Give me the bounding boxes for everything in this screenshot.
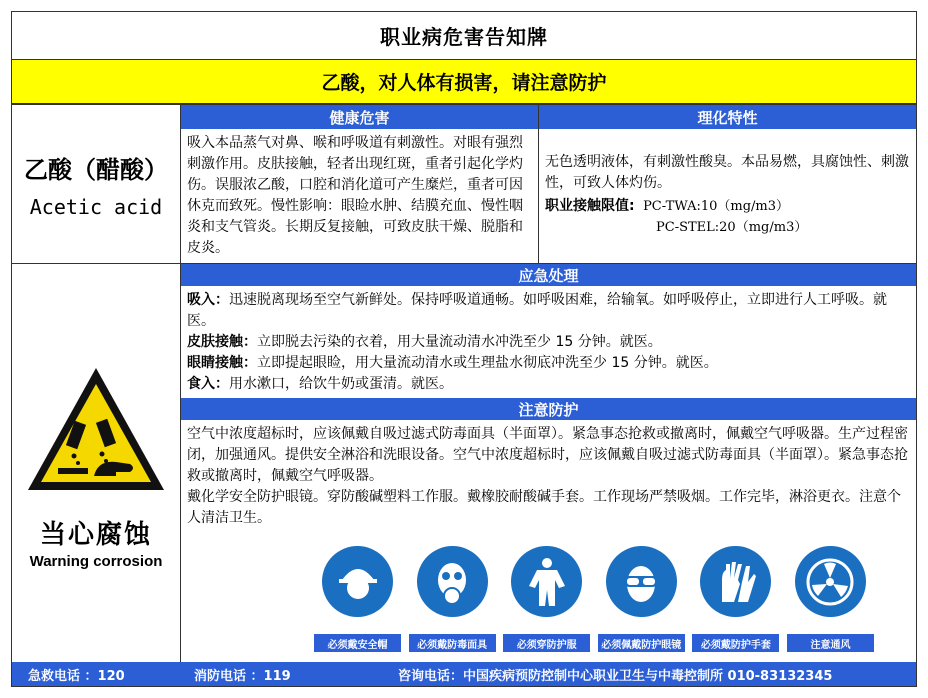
warning-sign-en: Warning corrosion xyxy=(29,553,163,570)
board-title: 职业病危害告知牌 xyxy=(12,12,916,60)
divider xyxy=(538,104,539,264)
hard-hat-icon xyxy=(334,558,382,606)
protection-text: 空气中浓度超标时，应该佩戴自吸过滤式防毒面具（半面罩）。紧急事态抢救或撤离时，佩戴空气呼吸器。生产过程密闭，加强通风。提供安全淋浴和洗眼设备。空气中浓度超标时，应该佩戴自吸过滤式防毒面具（半面罩）。紧急事态抢救或撤离时，佩戴空气呼吸器。 xyxy=(187,426,908,484)
emergency-item-label: 眼睛接触： xyxy=(187,355,257,371)
sign-ventilation xyxy=(787,542,874,652)
emergency-item-text: 立即提起眼睑，用大量流动清水或生理盐水彻底冲洗至少 15 分钟。就医。 xyxy=(257,355,718,371)
corrosion-warning-sign xyxy=(24,364,168,570)
emergency-item xyxy=(187,374,910,395)
emergency-header: 应急处理 xyxy=(181,264,916,286)
exposure-limit-twa: PC-TWA:10（mg/m3） xyxy=(643,199,790,214)
gloves-icon xyxy=(712,558,760,606)
sign-label: 注意通风 xyxy=(787,634,874,652)
protection-text-block xyxy=(181,422,916,534)
health-hazard-text: 吸入本品蒸气对鼻、喉和呼吸道有刺激性。对眼有强烈刺激作用。皮肤接触，轻者出现红斑，重者引起化学灼伤。误服浓乙酸，口腔和消化道可产生糜烂，重者可因休克而致死。慢性影响：眼睑水肿、结膜充血、慢性咽炎和支气管炎。长期反复接触，可致皮肤干燥、脱脂和皮炎。 xyxy=(187,135,523,256)
emergency-item-text: 用水漱口，给饮牛奶或蛋清。就医。 xyxy=(229,376,453,392)
protection-text: 戴化学安全防护眼镜。穿防酸碱塑料工作服。戴橡胶耐酸碱手套。工作现场严禁吸烟。工作完毕，淋浴更衣。注意个人清洁卫生。 xyxy=(187,489,901,526)
emergency-item-label: 吸入： xyxy=(187,292,229,308)
warning-sign-cn: 当心腐蚀 xyxy=(39,520,152,550)
sign-gloves xyxy=(692,542,779,652)
first-aid-phone: 急救电话 ：120 xyxy=(28,669,125,684)
sign-label: 必须穿防护服 xyxy=(503,634,590,652)
sign-label: 必须戴安全帽 xyxy=(314,634,401,652)
gas-mask-icon xyxy=(428,558,476,606)
sign-label: 必须戴防毒面具 xyxy=(409,634,496,652)
emergency-item xyxy=(187,290,910,332)
substance-name-cn: 乙酸（醋酸） xyxy=(24,155,168,184)
ventilation-icon xyxy=(804,556,856,608)
emergency-item xyxy=(187,353,910,374)
emergency-item xyxy=(187,332,910,353)
fire-phone: 消防电话 ：119 xyxy=(194,669,291,684)
substance-name-en: Acetic acid xyxy=(29,194,163,219)
protective-clothing-icon xyxy=(523,556,571,608)
mandatory-signs-row xyxy=(314,542,874,654)
exposure-limit-label: 职业接触限值: xyxy=(545,198,635,214)
goggles-icon xyxy=(617,558,665,606)
emergency-item-label: 皮肤接触： xyxy=(187,334,257,350)
health-hazard-header: 健康危害 xyxy=(181,105,538,129)
contact-footer xyxy=(12,662,916,686)
sign-label: 必须佩戴防护眼镜 xyxy=(598,634,685,652)
properties-header: 理化特性 xyxy=(539,105,916,129)
hazard-notice-board xyxy=(11,11,917,687)
emergency-item-label: 食入： xyxy=(187,376,229,392)
emergency-list xyxy=(181,288,916,396)
substance-name-cell xyxy=(12,105,180,263)
consult-phone: 咨询电话：中国疾病预防控制中心职业卫生与中毒控制所 010-83132345 xyxy=(398,669,833,684)
exposure-limit-stel: PC-STEL:20（mg/m3） xyxy=(656,220,808,235)
properties-text: 无色透明液体，有刺激性酸臭。本品易燃，具腐蚀性、刺激性，可致人体灼伤。 xyxy=(545,154,909,191)
sign-goggles xyxy=(598,542,685,652)
corrosion-icon xyxy=(24,364,168,496)
divider xyxy=(12,104,916,105)
emergency-item-text: 立即脱去污染的衣着，用大量流动清水冲洗至少 15 分钟。就医。 xyxy=(257,334,662,350)
sign-label: 必须戴防护手套 xyxy=(692,634,779,652)
protection-header: 注意防护 xyxy=(181,398,916,420)
sign-gas-mask xyxy=(409,542,496,652)
sign-hard-hat xyxy=(314,542,401,652)
sign-protective-clothing xyxy=(503,542,590,652)
warning-banner: 乙酸，对人体有损害，请注意防护 xyxy=(12,60,916,104)
emergency-item-text: 迅速脱离现场至空气新鲜处。保持呼吸道通畅。如呼吸困难，给输氧。如呼吸停止，立即进行人工呼吸。就医。 xyxy=(187,292,887,329)
properties-cell xyxy=(539,150,916,263)
